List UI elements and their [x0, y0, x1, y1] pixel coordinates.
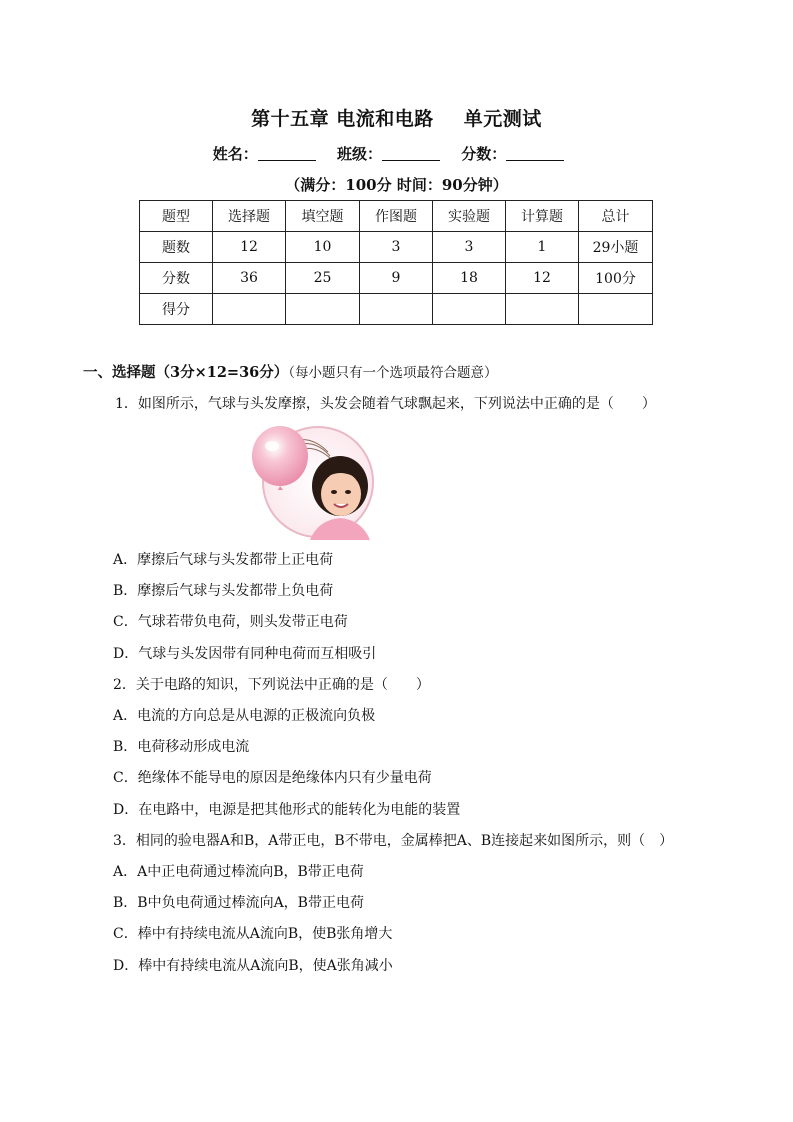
table-cell: 25 — [286, 263, 360, 294]
score-entry-cell[interactable] — [579, 294, 653, 325]
name-label: 姓名： — [212, 145, 258, 163]
score-entry-cell[interactable] — [213, 294, 286, 325]
table-cell: 计算题 — [506, 201, 579, 232]
option-3c[interactable]: C．棒中有持续电流从A流向B，使B张角增大 — [113, 926, 393, 942]
table-cell: 18 — [433, 263, 506, 294]
table-cell: 29小题 — [579, 232, 653, 263]
score-entry-cell[interactable] — [433, 294, 506, 325]
name-blank[interactable] — [258, 146, 316, 161]
table-cell: 作图题 — [360, 201, 433, 232]
table-cell: 1 — [506, 232, 579, 263]
score-table — [139, 200, 653, 325]
table-cell: 36 — [213, 263, 286, 294]
table-row — [140, 232, 653, 263]
page-title — [0, 104, 793, 131]
option-3b[interactable]: B．B中负电荷通过棒流向A，B带正电荷 — [113, 895, 364, 911]
class-blank[interactable] — [382, 146, 440, 161]
table-cell: 10 — [286, 232, 360, 263]
option-1c[interactable]: C．气球若带负电荷，则头发带正电荷 — [113, 614, 348, 630]
table-cell: 3 — [433, 232, 506, 263]
exam-meta: （满分：100分 时间：90分钟） — [285, 176, 508, 194]
title-chapter: 第十五章 电流和电路 — [251, 108, 434, 130]
table-row — [140, 263, 653, 294]
option-2a[interactable]: A．电流的方向总是从电源的正极流向负极 — [113, 708, 376, 724]
score-entry-cell[interactable] — [506, 294, 579, 325]
option-2b[interactable]: B．电荷移动形成电流 — [113, 739, 250, 755]
table-cell: 选择题 — [213, 201, 286, 232]
table-row — [140, 294, 653, 325]
balloon-hair-photo — [250, 424, 378, 540]
option-1a[interactable]: A．摩擦后气球与头发都带上正电荷 — [113, 552, 334, 568]
class-label: 班级： — [336, 145, 382, 163]
table-cell: 总计 — [579, 201, 653, 232]
option-3a[interactable]: A．A中正电荷通过棒流向B，B带正电荷 — [113, 864, 364, 880]
table-cell: 得分 — [140, 294, 213, 325]
option-1b[interactable]: B．摩擦后气球与头发都带上负电荷 — [113, 583, 334, 599]
score-entry-cell[interactable] — [360, 294, 433, 325]
table-cell: 12 — [213, 232, 286, 263]
table-cell: 实验题 — [433, 201, 506, 232]
score-label: 分数： — [461, 145, 507, 163]
option-2d[interactable]: D．在电路中，电源是把其他形式的能转化为电能的装置 — [113, 802, 461, 818]
question-stem: 1．如图所示，气球与头发摩擦，头发会随着气球飘起来，下列说法中正确的是（ ） — [115, 396, 656, 412]
score-entry-cell[interactable] — [286, 294, 360, 325]
table-cell: 填空题 — [286, 201, 360, 232]
question-stem: 3．相同的验电器A和B，A带正电，B不带电，金属棒把A、B连接起来如图所示，则（ ） — [113, 833, 674, 849]
table-cell: 分数 — [140, 263, 213, 294]
student-info — [0, 143, 793, 164]
table-cell: 3 — [360, 232, 433, 263]
section-title: 一、选择题（3分×12=36分） — [83, 364, 289, 381]
table-cell: 题数 — [140, 232, 213, 263]
option-1d[interactable]: D．气球与头发因带有同种电荷而互相吸引 — [113, 646, 377, 662]
section-heading — [83, 361, 498, 382]
option-2c[interactable]: C．绝缘体不能导电的原因是绝缘体内只有少量电荷 — [113, 770, 432, 786]
table-cell: 9 — [360, 263, 433, 294]
question-stem: 2．关于电路的知识，下列说法中正确的是（ ） — [113, 677, 430, 693]
option-3d[interactable]: D．棒中有持续电流从A流向B，使A张角减小 — [113, 958, 393, 974]
score-blank[interactable] — [506, 146, 564, 161]
table-cell: 题型 — [140, 201, 213, 232]
table-cell: 100分 — [579, 263, 653, 294]
title-test: 单元测试 — [463, 108, 542, 130]
section-note: （每小题只有一个选项最符合题意） — [288, 365, 498, 381]
table-row — [140, 201, 653, 232]
table-cell: 12 — [506, 263, 579, 294]
